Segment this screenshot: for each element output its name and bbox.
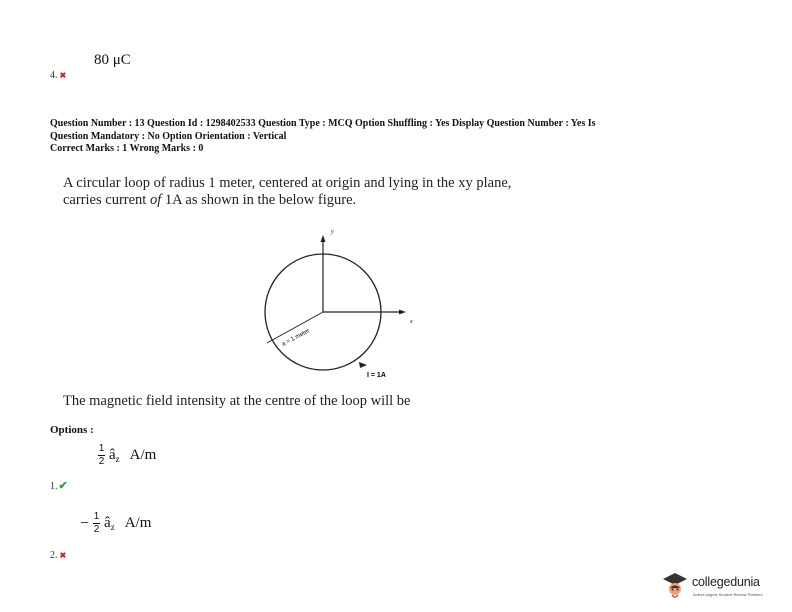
current-label: I = 1A: [367, 372, 386, 379]
y-axis-arrow: [321, 235, 326, 242]
collegedunia-logo: [662, 570, 786, 604]
previous-option-row: [50, 65, 66, 83]
current-direction-arrow: [359, 362, 367, 368]
option-number: 2.: [50, 550, 58, 561]
question-line1: A circular loop of radius 1 meter, centered at origin and lying in the xy plane,: [63, 175, 512, 191]
logo-tagline: India's largest Student Review Platform: [693, 592, 763, 597]
y-axis-label: y: [331, 229, 334, 235]
radius-label: a = 1 meter: [281, 328, 311, 348]
option-2-expression: − $\frac{1}{2}$ $â_z$ A/m: [80, 511, 152, 535]
option-2-row[interactable]: [50, 545, 66, 563]
question-text: [63, 175, 703, 209]
option-number: 1.: [50, 481, 58, 492]
wrong-mark-icon: ✖: [59, 551, 67, 560]
wrong-mark-icon: ✖: [59, 71, 67, 80]
option-2-fraction: $\frac{1}{2}$: [93, 511, 100, 535]
option-1-fraction: $\frac{1}{2}$: [98, 443, 105, 467]
question-line3: The magnetic field intensity at the centre of the loop will be: [63, 393, 411, 409]
question-meta-line1: Question Number : 13 Question Id : 1298402533 Question Type : MCQ Option Shuffling : Yes Display Question Number : Yes Is: [50, 118, 596, 129]
question-line2: carries current of 1A as shown in the below figure.: [63, 192, 357, 208]
previous-option-value: 80 μC: [94, 52, 131, 68]
option-1-row[interactable]: [50, 476, 68, 494]
loop-figure: [255, 222, 435, 387]
x-axis-label: x: [410, 319, 413, 325]
correct-check-icon: ✔: [58, 480, 68, 492]
x-axis-arrow: [399, 310, 406, 315]
question-meta: [50, 118, 750, 156]
options-label: Options :: [50, 424, 94, 436]
logo-name: collegedunia: [692, 575, 760, 589]
graduate-cap-icon: [662, 572, 688, 600]
option-1-expression: $\frac{1}{2}$ $â_z$ A/m: [98, 443, 157, 467]
option-number: 4.: [50, 70, 58, 81]
question-meta-line2: Question Mandatory : No Option Orientation : Vertical: [50, 130, 287, 142]
question-meta-line3: Correct Marks : 1 Wrong Marks : 0: [50, 143, 204, 154]
